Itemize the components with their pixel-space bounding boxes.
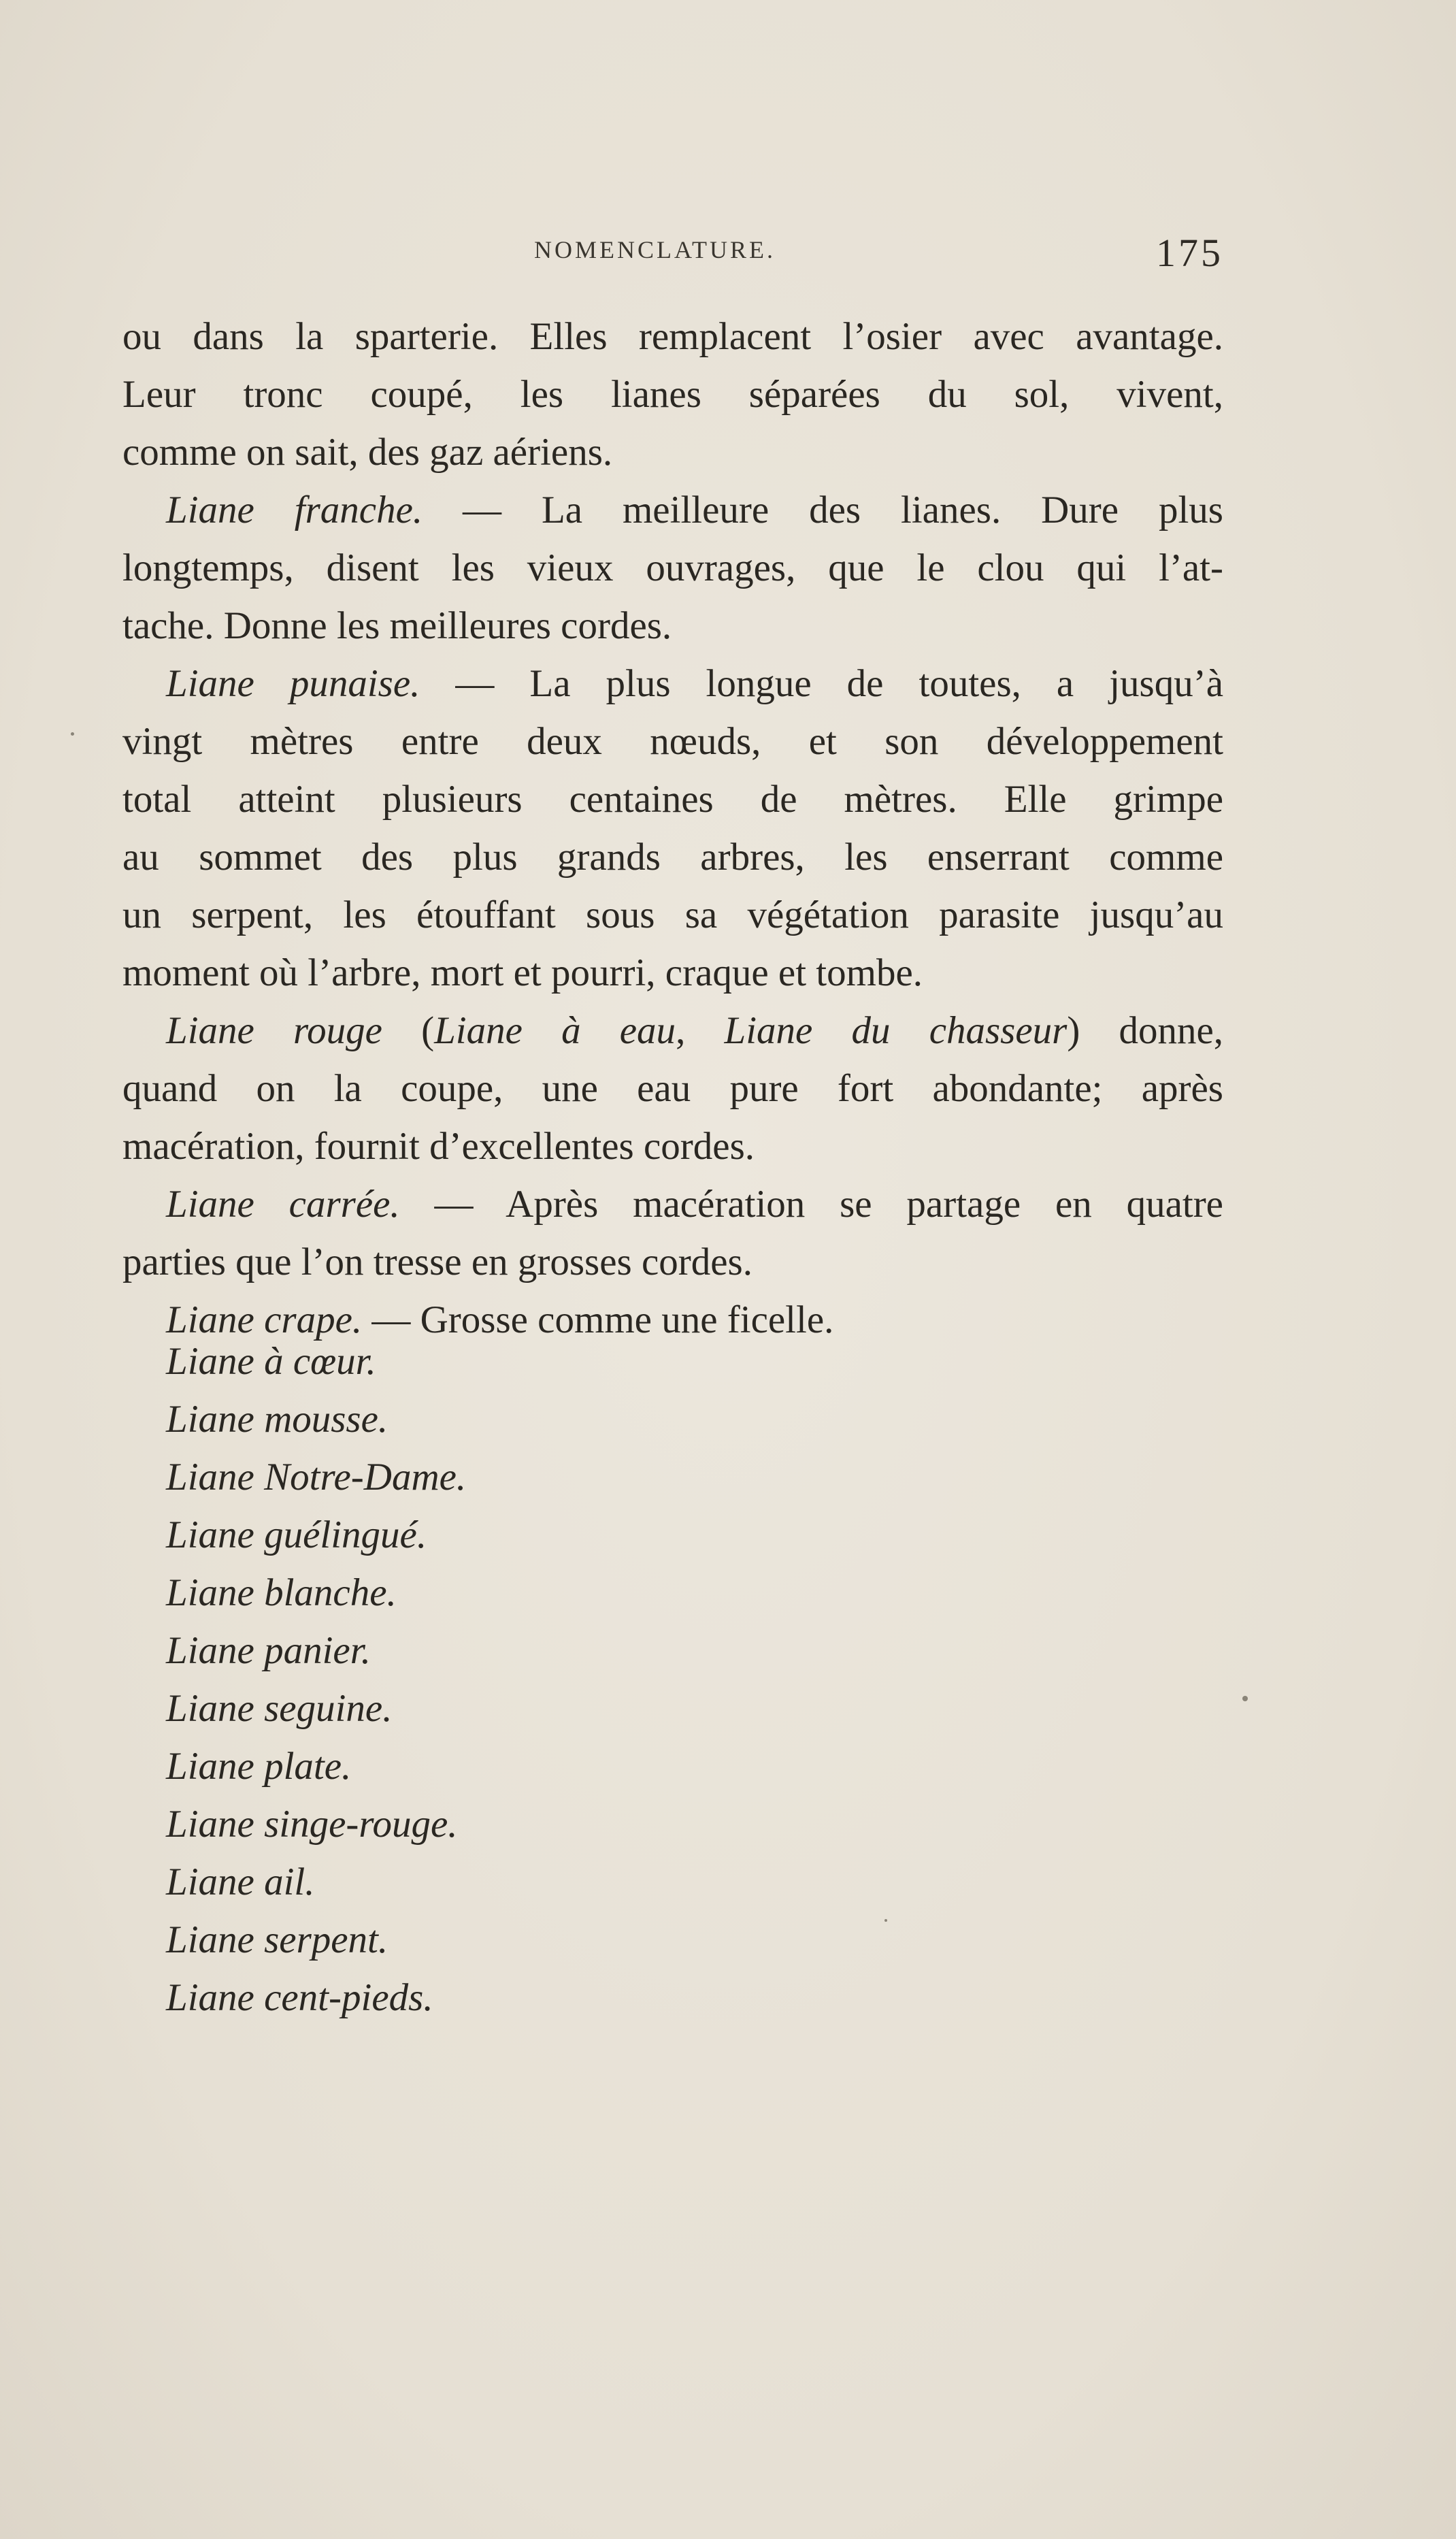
list-item: Liane serpent. (166, 1918, 388, 1961)
entry-text: — Grosse comme une ficelle. (362, 1298, 834, 1341)
text-line: total atteint plusieurs centaines de mètres. Elle grimpe (122, 778, 1223, 821)
entry-text: — La plus longue de toutes, a jusqu’à (420, 662, 1223, 705)
list-item: Liane plate. (166, 1745, 352, 1788)
entry-first-line (122, 481, 1223, 539)
text-line: macération, fournit d’excellentes cordes. (122, 1125, 755, 1168)
entry-term: Liane franche. (166, 489, 423, 531)
punctuation: ( (382, 1009, 435, 1052)
entry-alt-term: Liane à eau (434, 1009, 676, 1052)
text-line: un serpent, les étouffant sous sa végétation parasite jusqu’au (122, 894, 1223, 936)
text-line: quand on la coupe, une eau pure fort abondante; après (122, 1067, 1223, 1110)
page-header (122, 230, 1223, 278)
entry-term: Liane punaise. (166, 662, 420, 705)
list-item: Liane cent-pieds. (166, 1976, 433, 2019)
list-item: Liane panier. (166, 1629, 371, 1672)
text-line: vingt mètres entre deux nœuds, et son développement (122, 720, 1223, 763)
body-text (122, 308, 1223, 1349)
list-item: Liane seguine. (166, 1687, 393, 1730)
text-line: Leur tronc coupé, les lianes séparées du sol, vivent, (122, 373, 1223, 416)
list-item: Liane guélingué. (166, 1513, 427, 1556)
entry-text: ) donne, (1067, 1009, 1224, 1052)
paper-speck (884, 1919, 887, 1922)
text-line: au sommet des plus grands arbres, les enserrant comme (122, 836, 1223, 879)
entry-text: — Après macération se partage en quatre (399, 1183, 1223, 1226)
entry-term: Liane carrée. (166, 1183, 400, 1226)
entry-first-line (122, 655, 1223, 712)
entry-text: — La meilleure des lianes. Dure plus (423, 489, 1223, 531)
list-item: Liane à cœur. (166, 1340, 376, 1383)
list-item: Liane ail. (166, 1861, 315, 1903)
punctuation: , (676, 1009, 725, 1052)
list-item: Liane blanche. (166, 1571, 397, 1614)
text-line: parties que l’on tresse en grosses cordes. (122, 1241, 752, 1283)
text-line: moment où l’arbre, mort et pourri, craque et tombe. (122, 951, 923, 994)
text-line: ou dans la sparterie. Elles remplacent l’osier avec avantage. (122, 315, 1223, 358)
running-title: NOMENCLATURE. (534, 236, 776, 263)
page-number: 175 (1156, 231, 1223, 275)
entry-first-line (122, 1175, 1223, 1233)
list-item: Liane Notre-Dame. (166, 1456, 467, 1498)
entry-term: Liane crape. (166, 1298, 363, 1341)
list-item: Liane mousse. (166, 1398, 388, 1441)
entry-alt-term: Liane du chasseur (724, 1009, 1068, 1052)
list-item: Liane singe-rouge. (166, 1803, 458, 1846)
liane-list (166, 1332, 466, 2027)
text-line: tache. Donne les meilleures cordes. (122, 604, 672, 647)
entry-first-line (122, 1002, 1223, 1060)
paper-speck (71, 732, 74, 736)
paper-speck (1242, 1696, 1248, 1701)
entry-term: Liane rouge (166, 1009, 382, 1052)
text-line: comme on sait, des gaz aériens. (122, 431, 613, 474)
text-line: longtemps, disent les vieux ouvrages, que le clou qui l’at- (122, 546, 1223, 589)
